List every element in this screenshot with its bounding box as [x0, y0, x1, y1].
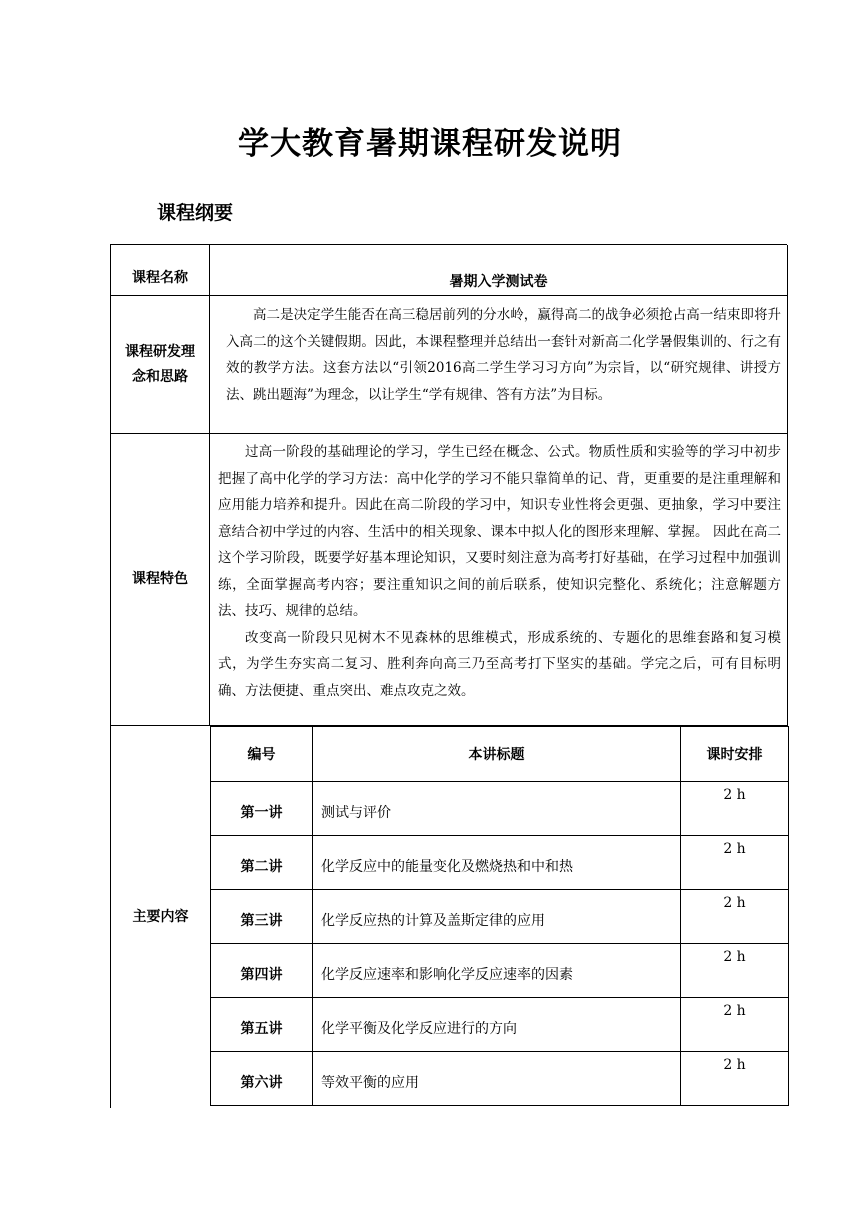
lecture-hours: 2 h: [681, 998, 789, 1052]
lecture-title: 测试与评价: [313, 782, 681, 836]
lecture-row: [211, 782, 789, 836]
lecture-title: 化学反应中的能量变化及燃烧热和中和热: [313, 836, 681, 890]
main-content-label: 主要内容: [132, 909, 189, 925]
lecture-hours: 2 h: [681, 1052, 789, 1106]
lecture-title: 化学反应热的计算及盖斯定律的应用: [313, 890, 681, 944]
lecture-title: 化学平衡及化学反应进行的方向: [313, 998, 681, 1052]
header-title: 本讲标题: [313, 727, 681, 782]
lecture-schedule-table: [210, 726, 789, 1106]
features-row: [111, 434, 788, 726]
lecture-number: 第三讲: [211, 890, 313, 944]
rationale-label: [111, 296, 210, 433]
rationale-row: [111, 296, 788, 434]
lecture-number: 第二讲: [211, 836, 313, 890]
lecture-row: [211, 836, 789, 890]
lecture-number: 第五讲: [211, 998, 313, 1052]
course-name-label: 课程名称: [111, 245, 210, 295]
lecture-title: 化学反应速率和影响化学反应速率的因素: [313, 944, 681, 998]
lecture-title: 等效平衡的应用: [313, 1052, 681, 1106]
course-name-row: [111, 245, 788, 296]
lecture-row: [211, 890, 789, 944]
rationale-label-text: 课程研发理念和思路: [125, 343, 195, 385]
features-cell: [210, 434, 788, 725]
rationale-cell: [210, 296, 788, 433]
rationale-text: 高二是决定学生能否在高三稳居前列的分水岭，赢得高二的战争必须抢占高一结束即将升入高二的这个关键假期。因此，本课程整理并总结出一套针对新高二化学暑假集训的、行之有效的教学方法。这套方法以“引领2016高二学生学习习方向”为宗旨，以“研究规律、讲授方法、跳出题海”为理念，以让学生“学有规律、答有方法”为目标。: [226, 307, 781, 403]
lecture-number: 第六讲: [211, 1052, 313, 1106]
lecture-number: 第一讲: [211, 782, 313, 836]
lecture-hours: 2 h: [681, 782, 789, 836]
header-hours: 课时安排: [681, 727, 789, 782]
lecture-row: [211, 1052, 789, 1106]
lecture-row: [211, 998, 789, 1052]
lecture-hours: 2 h: [681, 944, 789, 998]
lecture-hours: 2 h: [681, 836, 789, 890]
lecture-hours: 2 h: [681, 890, 789, 944]
features-paragraph-1: 过高一阶段的基础理论的学习，学生已经在概念、公式。物质性质和实验等的学习中初步把握了高中化学的学习方法：高中化学的学习不能只靠简单的记、背，更重要的是注重理解和应用能力培养和提升。因此在高二阶段的学习中，知识专业性将会更强、更抽象，学习中要注意结合初中学过的内容、生活中的相关现象、课本中拟人化的图形来理解、掌握。 因此在高二这个学习阶段，既要学好基本理论知识，又要时刻注意为高考打好基础，在学习过程中加强训练，全面掌握高考内容；要注重知识之间的前后联系，使知识完整化、系统化；注意解题方法、技巧、规律的总结。: [218, 444, 781, 619]
features-paragraph-2: 改变高一阶段只见树木不见森林的思维模式，形成系统的、专题化的思维套路和复习模式，为学生夯实高二复习、胜利奔向高三乃至高考打下坚实的基础。学完之后，可有目标明确、方法便捷、重点突出、难点攻克之效。: [218, 629, 781, 699]
lecture-row: [211, 944, 789, 998]
header-number: 编号: [211, 727, 313, 782]
document-title: 学大教育暑期课程研发说明: [238, 126, 622, 162]
lecture-number: 第四讲: [211, 944, 313, 998]
lecture-header-row: [211, 727, 789, 782]
course-outline-table: [110, 244, 787, 1108]
features-label: 课程特色: [111, 434, 210, 725]
main-content-row: [111, 726, 788, 1109]
section-heading: 课程纲要: [157, 202, 234, 224]
course-name-value: 暑期入学测试卷: [210, 245, 788, 295]
